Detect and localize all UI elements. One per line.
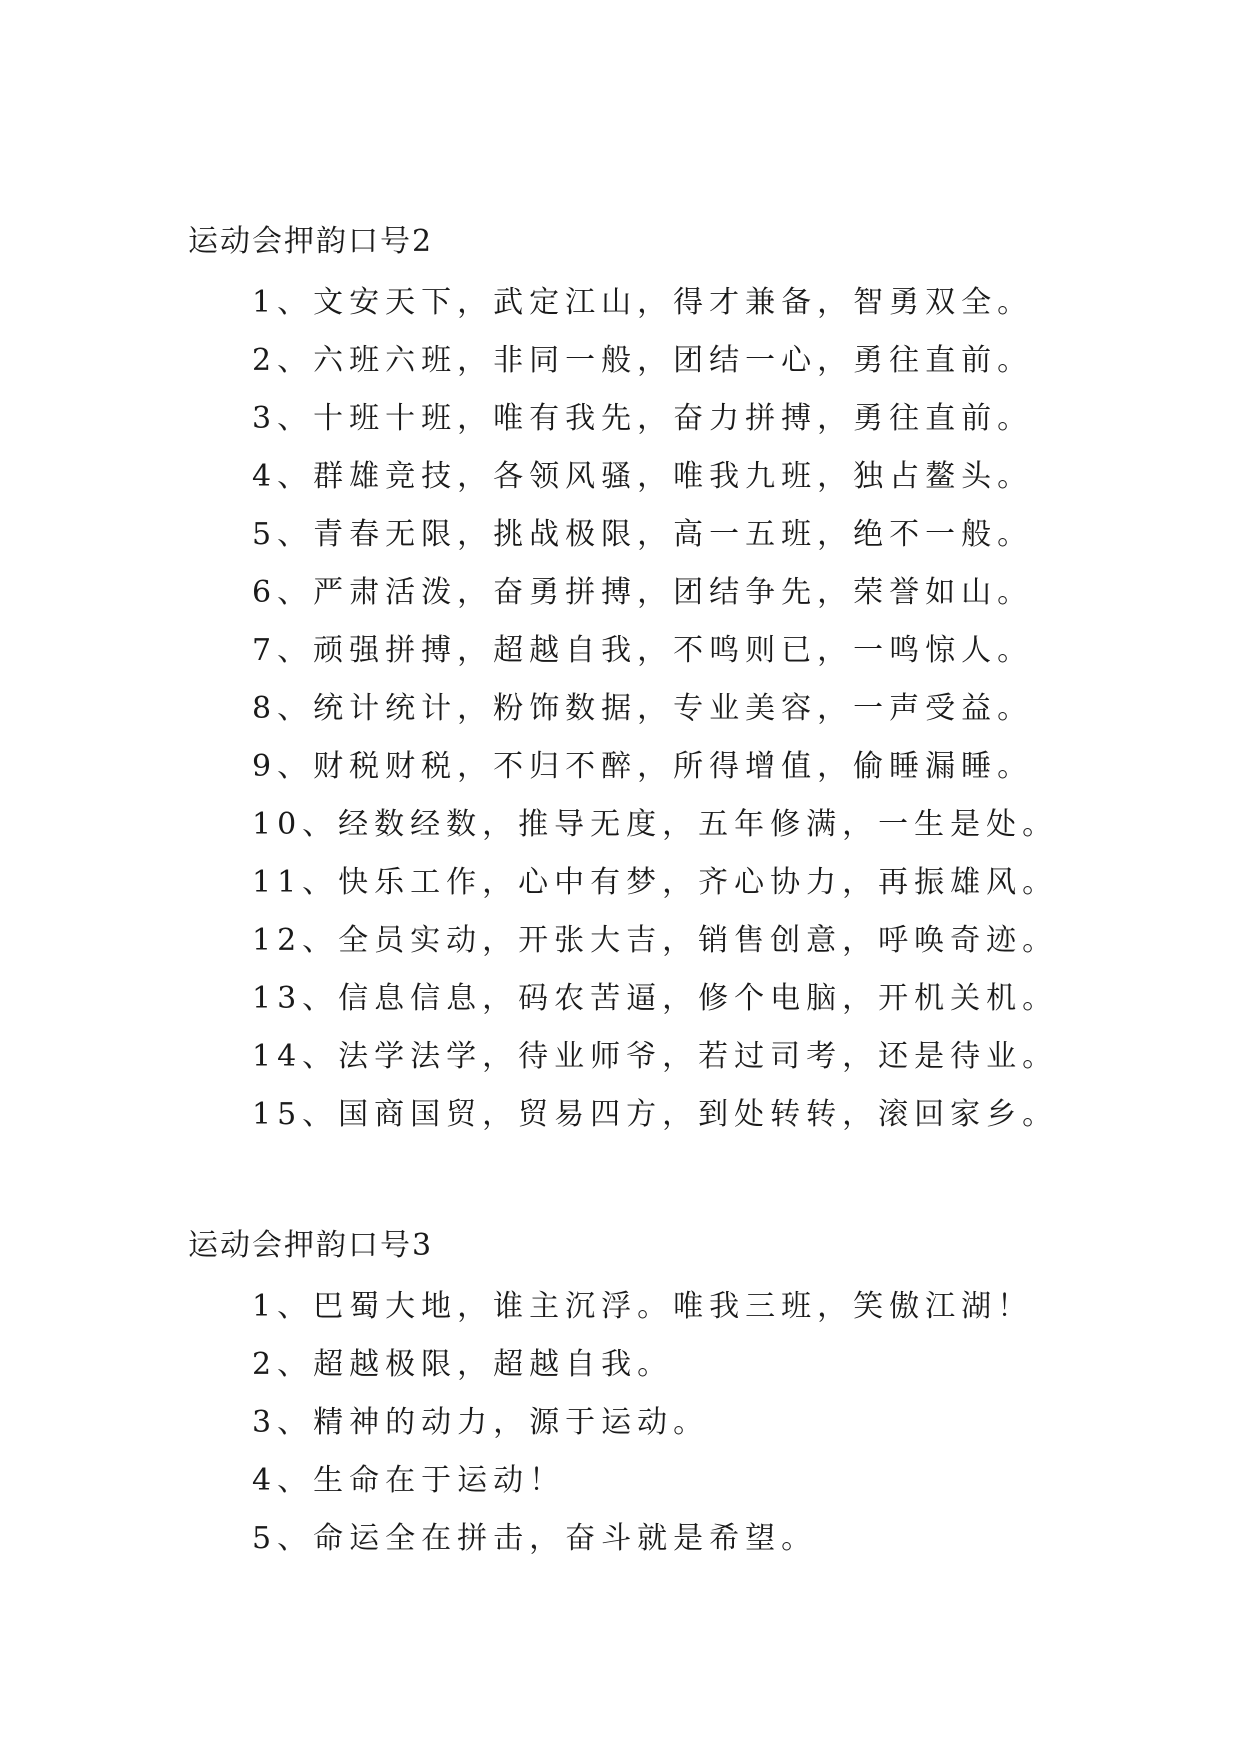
slogan-item: 1、文安天下，武定江山，得才兼备，智勇双全。 [252, 285, 1034, 320]
slogan-item: 1、巴蜀大地，谁主沉浮。唯我三班，笑傲江湖！ [252, 1289, 1034, 1324]
slogan-list [188, 274, 1068, 1144]
slogan-item: 3、精神的动力，源于运动。 [252, 1405, 710, 1440]
slogan-item: 15、国商国贸，贸易四方，到处转转，滚回家乡。 [252, 1097, 1059, 1132]
section-title: 运动会押韵口号3 [188, 1228, 434, 1263]
slogan-item: 12、全员实动，开张大吉，销售创意，呼唤奇迹。 [252, 923, 1059, 958]
slogan-item: 7、顽强拼搏，超越自我，不鸣则已，一鸣惊人。 [252, 633, 1034, 668]
slogan-item: 14、法学法学，待业师爷，若过司考，还是待业。 [252, 1039, 1059, 1074]
slogan-list [188, 1278, 1068, 1568]
section-title: 运动会押韵口号2 [188, 224, 434, 259]
slogan-item: 2、超越极限，超越自我。 [252, 1347, 674, 1382]
slogan-item: 8、统计统计，粉饰数据，专业美容，一声受益。 [252, 691, 1034, 726]
slogan-item: 13、信息信息，码农苦逼，修个电脑，开机关机。 [252, 981, 1059, 1016]
slogan-item: 3、十班十班，唯有我先，奋力拼搏，勇往直前。 [252, 401, 1034, 436]
slogan-item: 2、六班六班，非同一般，团结一心，勇往直前。 [252, 343, 1034, 378]
slogan-item: 5、命运全在拼击，奋斗就是希望。 [252, 1521, 818, 1556]
slogan-section [188, 222, 1068, 1144]
slogan-item: 11、快乐工作，心中有梦，齐心协力，再振雄风。 [252, 865, 1059, 900]
slogan-item: 9、财税财税，不归不醉，所得增值，偷睡漏睡。 [252, 749, 1034, 784]
slogan-section [188, 1226, 1068, 1568]
slogan-item: 4、生命在于运动！ [252, 1463, 566, 1498]
slogan-item: 4、群雄竞技，各领风骚，唯我九班，独占鳌头。 [252, 459, 1034, 494]
slogan-item: 5、青春无限，挑战极限，高一五班，绝不一般。 [252, 517, 1034, 552]
slogan-item: 10、经数经数，推导无度，五年修满，一生是处。 [252, 807, 1059, 842]
slogan-item: 6、严肃活泼，奋勇拼搏，团结争先，荣誉如山。 [252, 575, 1034, 610]
